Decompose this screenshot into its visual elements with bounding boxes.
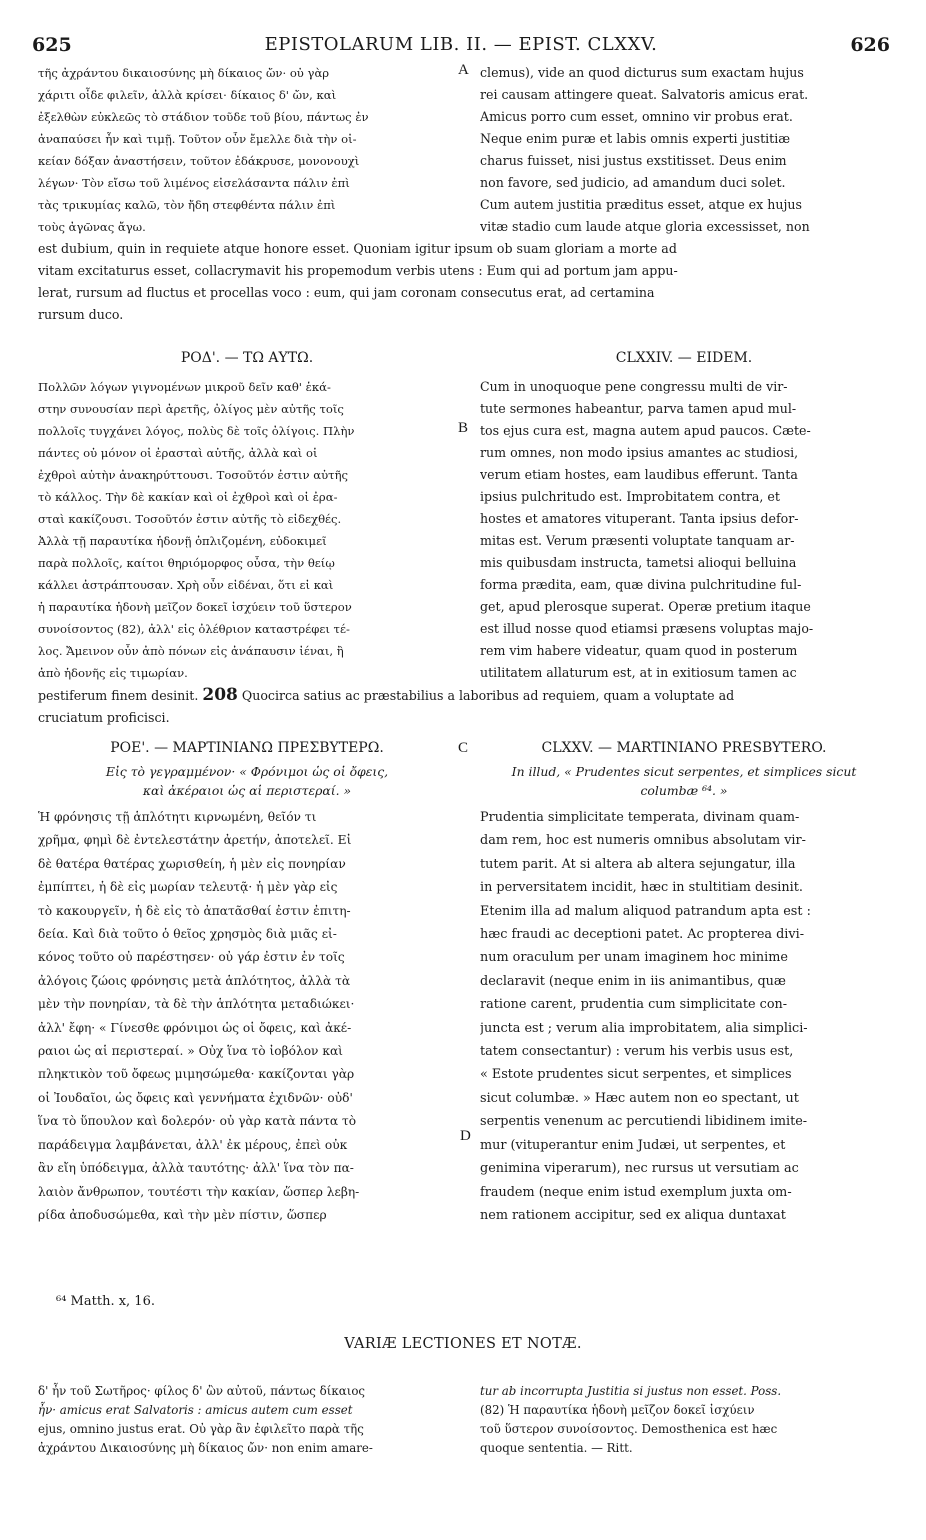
text-line: est dubium, quin in requiete atque honore esset. Quoniam igitur ipsum ob suam gloriam a morte ad: [38, 241, 677, 256]
text-line: ἀχράντου Δικαιοσύνης μὴ δίκαιος ὤν· non enim amare-: [38, 1441, 373, 1455]
top-full-width-text: [38, 238, 888, 326]
text-line: ejus, omnino justus erat. Οὐ γὰρ ἂν ἐφιλεῖτο παρὰ τῆς: [38, 1422, 364, 1436]
greek-title-175: ΡΟΕ'. — ΜΑΡΤΙΝΙΑΝΩ ΠΡΕΣΒΥΤΕΡΩ.: [110, 740, 384, 756]
text-line: σταὶ κακίζουσι. Τοσοῦτόν ἐστιν αὐτῆς τὸ εἰδεχθές.: [38, 512, 342, 526]
text-line: Cum in unoquoque pene congressu multi de vir-: [480, 379, 788, 394]
text-line: declaravit (neque enim in iis animantibus, quæ: [480, 973, 786, 989]
text-line: λαιὸν ἄνθρωπον, τουτέστι τὴν κακίαν, ὥσπερ λεβη-: [38, 1184, 360, 1199]
text-line: charus fuisset, nisi justus exstitisset. Deus enim: [480, 153, 787, 168]
latin-subtitle-175: [480, 762, 888, 800]
text-line: tutem parit. At si altera ab altera sejungatur, illa: [480, 856, 796, 872]
text-line: τῆς ἀχράντου δικαιοσύνης μὴ δίκαιος ὤν· οὐ γὰρ: [38, 66, 330, 80]
text-line: ratione carent, prudentia cum simplicitate con-: [480, 997, 788, 1013]
text-line: cruciatum proficisci.: [38, 710, 170, 725]
page-number-left: 625: [32, 34, 72, 56]
greek-column-174: [38, 376, 456, 684]
margin-letter-c: C: [458, 740, 469, 756]
text-line: get, apud plerosque superat. Operæ pretium itaque: [480, 599, 811, 614]
footnote: ⁶⁴ Matth. x, 16.: [56, 1294, 155, 1309]
text-line: λος. Ἄμεινον οὖν ἀπὸ πόνων εἰς ἀνάπαυσιν ἰέναι, ἢ: [38, 644, 344, 658]
text-line: συνοίσοντος (82), ἀλλ' εἰς ὀλέθριον καταστρέφει τέ-: [38, 622, 350, 636]
text-line: forma prædita, eam, quæ divina pulchritudine ful-: [480, 577, 802, 592]
text-line: τὰς τρικυμίας καλῶ, τὸν ἤδη στεφθέντα πάλιν ἐπὶ: [38, 198, 336, 212]
text-line: ἵνα τὸ ὕπουλον καὶ δολερόν· οὐ γὰρ κατὰ πάντα τὸ: [38, 1114, 357, 1129]
text-line: ἐμπίπτει, ἡ δὲ εἰς μωρίαν τελευτᾷ· ἡ μὲν γὰρ εἰς: [38, 880, 338, 895]
text-line: παράδειγμα λαμβάνεται, ἀλλ' ἐκ μέρους, ἐπεὶ οὐκ: [38, 1137, 348, 1152]
text-line: δ' ἦν τοῦ Σωτῆρος· φίλος δ' ὢν αὐτοῦ, πάντως δίκαιος: [38, 1384, 366, 1398]
text-line: rem vim habere videatur, quam quod in posterum: [480, 643, 798, 658]
text-line: τοῦ ὕστερον συνοίσοντος. Demosthenica est hæc: [480, 1422, 778, 1436]
margin-letter-a: A: [458, 62, 469, 78]
text-line: ἀπὸ ἡδονῆς εἰς τιμωρίαν.: [38, 666, 188, 680]
top-greek-column: [38, 62, 456, 238]
text-line: nem rationem accipitur, sed ex aliqua duntaxat: [480, 1207, 786, 1223]
text-line: Ἀλλὰ τῇ παραυτίκα ἡδονῇ ὁπλιζομένη, εὐδοκιμεῖ: [38, 534, 327, 548]
text-line: dam rem, hoc est numeris omnibus absolutam vir-: [480, 833, 806, 849]
text-line: Ἡ φρόνησις τῇ ἁπλότητι κιρνωμένη, θεῖόν τι: [38, 810, 317, 824]
text-line: num oraculum per unam imaginem hoc minime: [480, 950, 788, 966]
text-line: mis quibusdam instructa, tametsi alioqui belluina: [480, 555, 797, 570]
text-line: μὲν τὴν πονηρίαν, τὰ δὲ τὴν ἁπλότητα μεταδιώκει·: [38, 997, 355, 1012]
text-line: χρῆμα, φημὶ δὲ ἐντελεστάτην ἀρετήν, ἀποτελεῖ. Εἰ: [38, 833, 352, 848]
text-line: ipsius pulchritudo est. Improbitatem contra, et: [480, 489, 780, 504]
text-line: κάλλει ἀστράπτουσαν. Χρὴ οὖν εἰδέναι, ὅτι εἰ καὶ: [38, 578, 334, 592]
text-line: καὶ ἀκέραιοι ὡς αἱ περιστεραί. »: [142, 783, 352, 798]
text-line: ἀλόγοις ζώοις φρόνησις μετὰ ἁπλότητος, ἀλλὰ τὰ: [38, 973, 351, 988]
text-line: rursum duco.: [38, 307, 124, 322]
text-line: στην συνουσίαν περὶ ἀρετῆς, ὀλίγος μὲν αὐτῆς τοῖς: [38, 402, 344, 416]
text-line: hæc fraudi ac deceptioni patet. Ac propterea divi-: [480, 927, 805, 943]
text-line: δεία. Καὶ διὰ τοῦτο ὁ θεῖος χρησμὸς διὰ μιᾶς εἰ-: [38, 927, 337, 942]
text-line: tatem consectantur) : verum his verbis usus est,: [480, 1044, 794, 1060]
text-line: tos ejus cura est, magna autem apud paucos. Cæte-: [480, 423, 811, 438]
text-line: In illud, « Prudentes sicut serpentes, et simplices sicut: [511, 764, 857, 779]
latin-column-175: [480, 806, 888, 1227]
text-line: ἀναπαύσει ἦν καὶ τιμῇ. Τοῦτον οὖν ἔμελλε διὰ τὴν οἰ-: [38, 132, 357, 146]
text-line: Prudentia simplicitate temperata, divinam quam-: [480, 810, 800, 825]
greek-column-175: [38, 806, 456, 1227]
text-line: mitas est. Verum præsenti voluptate tanquam ar-: [480, 533, 795, 548]
text-fragment: pestiferum finem desinit.: [38, 688, 199, 703]
margin-letter-b: B: [458, 420, 469, 436]
notes-left-column: [38, 1382, 456, 1458]
text-line: ραιοι ὡς αἱ περιστεραί. » Οὐχ ἵνα τὸ ἰοβόλον καὶ: [38, 1044, 343, 1059]
text-line: sicut columbæ. » Hæc autem non eo spectant, ut: [480, 1090, 799, 1106]
greek-subtitle-175: [38, 762, 456, 800]
text-line: Neque enim puræ et labis omnis experti justitiæ: [480, 131, 791, 146]
latin-column-174: [480, 376, 888, 684]
text-line: « Estote prudentes sicut serpentes, et simplices: [480, 1067, 792, 1083]
text-line: οἱ Ἰουδαῖοι, ὡς ὄφεις καὶ γεννήματα ἐχιδνῶν· οὐδ': [38, 1090, 353, 1105]
text-line: Amicus porro cum esset, omnino vir probus erat.: [480, 109, 793, 124]
latin-title-174: CLXXIV. — EIDEM.: [615, 350, 753, 366]
greek-title-174: ΡΟΔ'. — ΤΩ ΑΥΤΩ.: [180, 350, 314, 366]
text-line: Πολλῶν λόγων γιγνομένων μικροῦ δεῖν καθ' ἑκά-: [38, 380, 331, 394]
text-line: lerat, rursum ad fluctus et procellas voco : eum, qui jam coronam consecutus erat, ad certamina: [38, 285, 655, 300]
text-line: genimina viperarum), nec rursus ut versutiam ac: [480, 1161, 799, 1177]
text-fragment: Quocirca satius ac præstabilius a laboribus ad requiem, quam a voluptate ad: [241, 688, 735, 703]
running-title: EPISTOLARUM LIB. II. — EPIST. CLXXV.: [264, 34, 658, 55]
running-header: [32, 34, 890, 60]
text-line: πληκτικὸν τοῦ ὄφεως μιμησώμεθα· κακίζονται γὰρ: [38, 1067, 355, 1082]
text-line: ἐξελθὼν εὐκλεῶς τὸ στάδιον τοῦδε τοῦ βίου, πάντως ἐν: [38, 110, 369, 124]
text-line: τὸ κάλλος. Τὴν δὲ κακίαν καὶ οἱ ἐχθροὶ καὶ οἱ ἐρα-: [38, 490, 338, 504]
text-line: tute sermones habeantur, parva tamen apud mul-: [480, 401, 797, 416]
text-line: non favore, sed judicio, ad amandum duci solet.: [480, 175, 786, 190]
text-line: vitæ stadio cum laude atque gloria excessisset, non: [480, 219, 810, 234]
text-line: hostes et amatores vituperant. Tanta ipsius defor-: [480, 511, 799, 526]
text-line: vitam excitaturus esset, collacrymavit his propemodum verbis utens : Eum qui ad portum jam appu-: [38, 263, 678, 278]
text-line: mur (vituperantur enim Judæi, ut serpentes, et: [480, 1137, 786, 1153]
text-line: χάριτι οἶδε φιλεῖν, ἀλλὰ κρίσει· δίκαιος δ' ὤν, καὶ: [38, 88, 337, 102]
text-line: quoque sententia. — Ritt.: [480, 1441, 633, 1455]
text-line: ἂν εἴη ὑπόδειγμα, ἀλλὰ ταυτότης· ἀλλ' ἵνα τὸν πα-: [38, 1161, 354, 1176]
text-line: in perversitatem incidit, hæc in stultitiam desinit.: [480, 880, 803, 896]
text-line: (82) Ἡ παραυτίκα ἡδονὴ μεῖζον δοκεῖ ἰσχύειν: [480, 1403, 755, 1417]
full-width-text-174: [38, 684, 888, 729]
text-line: clemus), vide an quod dicturus sum exactam hujus: [480, 65, 804, 80]
latin-title-175: CLXXV. — MARTINIANO PRESBYTERO.: [541, 740, 827, 756]
margin-letter-d: D: [460, 1128, 471, 1144]
text-line: ἡ παραυτίκα ἡδονὴ μεῖζον δοκεῖ ἰσχύειν τοῦ ὕστερον: [38, 600, 352, 614]
marginal-number: 208: [202, 685, 238, 705]
text-line: ἦν· amicus erat Salvatoris : amicus autem cum esset: [38, 1403, 353, 1417]
text-line: τοὺς ἀγῶνας ἄγω.: [38, 220, 146, 234]
text-line: λέγων· Τὸν εἴσω τοῦ λιμένος εἰσελάσαντα πάλιν ἐπὶ: [38, 176, 350, 190]
text-line: serpentis venenum ac percutiendi libidinem imite-: [480, 1114, 808, 1130]
text-line: παρὰ πολλοῖς, καίτοι θηριόμορφος οὖσα, τὴν θείῳ: [38, 556, 335, 570]
text-line: τὸ κακουργεῖν, ἡ δὲ εἰς τὸ ἀπατᾶσθαί ἐστιν ἐπιτη-: [38, 903, 351, 918]
text-line: ἐχθροὶ αὐτὴν ἀνακηρύττουσι. Τοσοῦτόν ἐστιν αὐτῆς: [38, 468, 349, 482]
text-line: κόνος τοῦτο οὐ παρέστησεν· οὐ γάρ ἐστιν ἐν τοῖς: [38, 950, 345, 965]
text-line: tur ab incorrupta Justitia si justus non esset. Poss.: [480, 1384, 782, 1398]
text-line: fraudem (neque enim istud exemplum juxta om-: [480, 1184, 792, 1200]
text-line: Cum autem justitia præditus esset, atque ex hujus: [480, 197, 802, 212]
notes-right-column: [480, 1382, 888, 1458]
text-line: δὲ θατέρα θατέρας χωρισθείη, ἡ μὲν εἰς πονηρίαν: [38, 856, 346, 871]
text-line: κείαν δόξαν ἀναστήσειν, τοῦτον ἐδάκρυσε, μονονουχὶ: [38, 154, 360, 168]
notes-title: VARIÆ LECTIONES ET NOTÆ.: [344, 1336, 582, 1352]
top-latin-column: [480, 62, 888, 238]
page-number-right: 626: [850, 34, 890, 56]
text-line: ἀλλ' ἔφη· « Γίνεσθε φρόνιμοι ὡς οἱ ὄφεις, καὶ ἀκέ-: [38, 1020, 352, 1035]
text-line: πάντες οὐ μόνον οἱ ἐρασταὶ αὐτῆς, ἀλλὰ καὶ οἱ: [38, 446, 318, 460]
text-line: πολλοῖς τυγχάνει λόγος, πολὺς δὲ τοῖς ὀλίγοις. Πλὴν: [38, 424, 355, 438]
text-line: est illud nosse quod etiamsi præsens voluptas majo-: [480, 621, 814, 636]
text-line: columbæ ⁶⁴. »: [640, 783, 728, 798]
text-line: ρίδα ἀποδυσώμεθα, καὶ τὴν μὲν πίστιν, ὥσπερ: [38, 1207, 327, 1222]
text-line: juncta est ; verum alia improbitatem, alia simplici-: [480, 1020, 808, 1036]
text-line: Εἰς τὸ γεγραμμένον· « Φρόνιμοι ὡς οἱ ὄφεις,: [105, 764, 389, 779]
text-line: [38, 684, 888, 707]
text-line: rei causam attingere queat. Salvatoris amicus erat.: [480, 87, 809, 102]
text-line: verum etiam hostes, eam laudibus efferunt. Tanta: [480, 467, 798, 482]
text-line: utilitatem allaturum est, at in exitiosum tamen ac: [480, 665, 797, 680]
text-line: rum omnes, non modo ipsius amantes ac studiosi,: [480, 445, 799, 460]
text-line: Etenim illa ad malum aliquod patrandum apta est :: [480, 903, 811, 919]
